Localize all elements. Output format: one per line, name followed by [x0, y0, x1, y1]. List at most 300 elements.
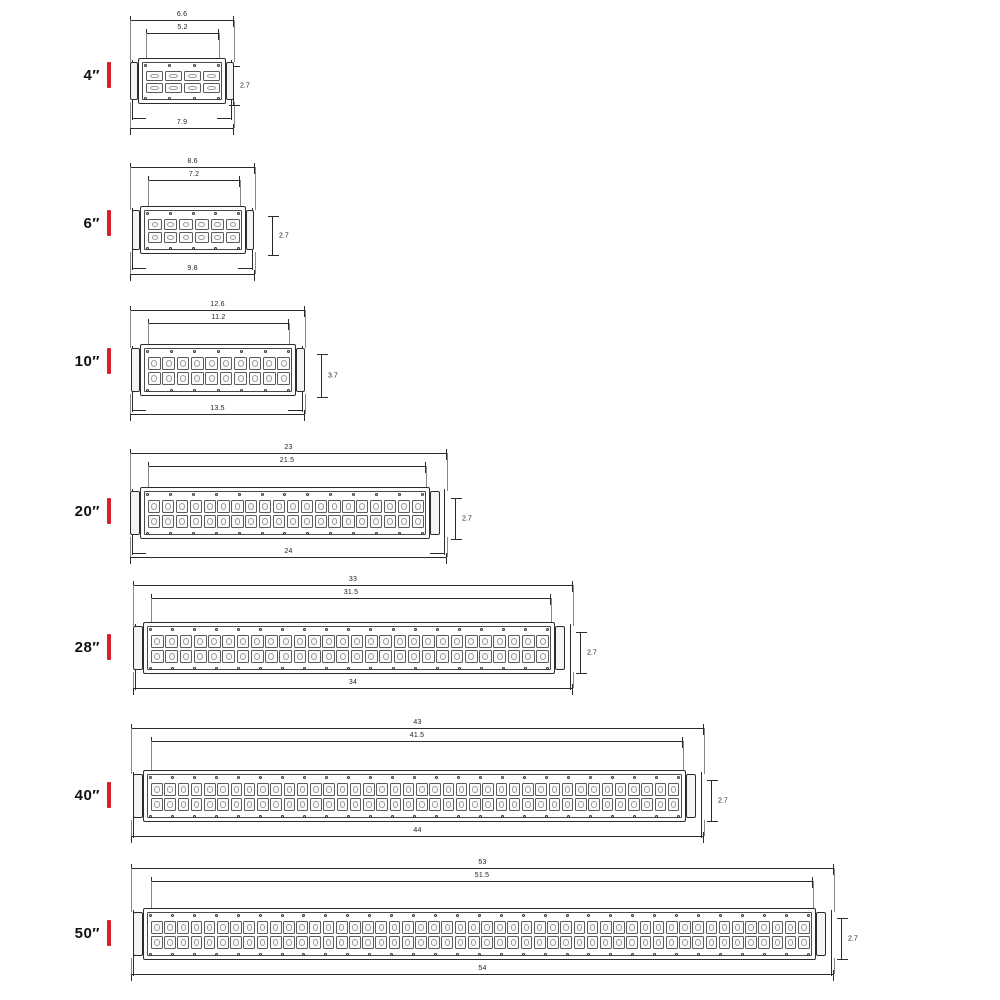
bolt-strip — [149, 627, 549, 631]
bolt-icon — [697, 914, 700, 917]
bolt-icon — [171, 914, 174, 917]
bolt-icon — [368, 953, 371, 956]
light-bar-housing — [138, 58, 226, 104]
led-emitter — [217, 515, 229, 529]
led-grid — [151, 634, 549, 664]
led-emitter — [323, 783, 335, 797]
bolt-icon — [741, 914, 744, 917]
mount-foot — [133, 974, 147, 975]
led-emitter — [234, 357, 247, 371]
led-emitter — [328, 515, 340, 529]
led-emitter — [249, 372, 262, 386]
led-emitter — [194, 635, 207, 649]
led-emitter — [547, 921, 559, 935]
dim-height — [711, 780, 728, 822]
led-emitter — [356, 515, 368, 529]
led-emitter — [398, 500, 410, 514]
bolt-icon — [215, 493, 218, 496]
dim-inner-top-label: 5.2 — [177, 24, 188, 31]
led-emitter — [328, 500, 340, 514]
led-row — [151, 935, 810, 950]
led-emitter — [148, 357, 161, 371]
witness-line — [573, 672, 575, 688]
led-emitter — [456, 783, 468, 797]
led-emitter — [534, 936, 546, 950]
led-emitter — [322, 635, 335, 649]
led-emitter — [508, 635, 521, 649]
size-label: 6″ — [83, 214, 100, 232]
led-emitter — [613, 921, 625, 935]
led-emitter — [575, 798, 587, 812]
bolt-icon — [193, 667, 196, 670]
bolt-icon — [421, 493, 424, 496]
led-emitter — [494, 936, 506, 950]
bolt-strip — [146, 211, 240, 215]
size-label-block — [58, 920, 111, 946]
bolt-icon — [414, 667, 417, 670]
bolt-icon — [170, 389, 173, 392]
bolt-icon — [283, 493, 286, 496]
dim-overall-top-label: 53 — [478, 859, 487, 866]
mount-foot — [132, 268, 146, 269]
size-label-block — [58, 498, 111, 524]
led-emitter — [692, 936, 704, 950]
led-emitter — [415, 921, 427, 935]
dim-inner-top — [151, 741, 683, 743]
bolt-icon — [457, 776, 460, 779]
led-emitter — [758, 936, 770, 950]
led-emitter — [195, 219, 209, 231]
bolt-strip — [146, 246, 240, 250]
bolt-icon — [192, 212, 195, 215]
led-emitter — [165, 650, 178, 664]
led-emitter — [496, 798, 508, 812]
led-emitter — [323, 921, 335, 935]
size-label-block — [58, 62, 111, 88]
led-emitter — [507, 936, 519, 950]
led-emitter — [350, 798, 362, 812]
led-emitter — [798, 921, 810, 935]
led-emitter — [191, 798, 203, 812]
led-emitter — [151, 783, 163, 797]
mount-foot — [217, 118, 231, 119]
led-emitter — [362, 921, 374, 935]
led-emitter — [403, 798, 415, 812]
bolt-icon — [390, 953, 393, 956]
bolt-icon — [479, 776, 482, 779]
led-emitter — [562, 798, 574, 812]
bolt-icon — [390, 914, 393, 917]
led-emitter — [164, 798, 176, 812]
led-emitter — [574, 921, 586, 935]
accent-bar — [107, 210, 111, 236]
led-emitter — [412, 500, 424, 514]
mount-bracket — [444, 489, 445, 555]
bolt-icon — [192, 532, 195, 535]
led-emitter — [176, 515, 188, 529]
led-emitter — [190, 500, 202, 514]
bolt-icon — [502, 628, 505, 631]
end-cap-right — [816, 912, 826, 956]
bolt-icon — [522, 953, 525, 956]
led-grid — [148, 356, 290, 386]
end-cap-right — [226, 62, 234, 100]
led-emitter — [394, 635, 407, 649]
led-row — [151, 649, 549, 664]
bolt-icon — [259, 776, 262, 779]
bolt-icon — [325, 776, 328, 779]
led-emitter — [376, 783, 388, 797]
bolt-icon — [456, 953, 459, 956]
led-emitter — [220, 372, 233, 386]
led-emitter — [244, 783, 256, 797]
bolt-strip — [149, 952, 810, 956]
led-emitter — [203, 71, 220, 82]
led-emitter — [336, 936, 348, 950]
mount-foot — [687, 836, 701, 837]
led-emitter — [270, 798, 282, 812]
witness-line — [834, 958, 836, 974]
led-emitter — [217, 783, 229, 797]
led-emitter — [151, 921, 163, 935]
led-emitter — [535, 798, 547, 812]
bolt-icon — [146, 532, 149, 535]
led-emitter — [190, 515, 202, 529]
bolt-icon — [523, 815, 526, 818]
witness-line — [447, 453, 449, 491]
light-bar-housing — [143, 908, 816, 960]
led-emitter — [509, 783, 521, 797]
bolt-icon — [421, 532, 424, 535]
led-emitter — [479, 650, 492, 664]
dim-bottom-label: 44 — [413, 827, 422, 834]
bolt-icon — [719, 953, 722, 956]
led-emitter — [588, 798, 600, 812]
led-emitter — [456, 798, 468, 812]
led-emitter — [205, 357, 218, 371]
bolt-icon — [352, 493, 355, 496]
bolt-icon — [611, 815, 614, 818]
led-emitter — [297, 798, 309, 812]
led-emitter — [785, 936, 797, 950]
bolt-icon — [261, 532, 264, 535]
led-emitter — [375, 921, 387, 935]
bolt-icon — [306, 532, 309, 535]
dim-inner-top-label: 11.2 — [211, 314, 226, 321]
witness-line — [573, 585, 575, 626]
led-emitter — [507, 921, 519, 935]
led-emitter — [403, 783, 415, 797]
led-emitter — [468, 921, 480, 935]
led-emitter — [451, 650, 464, 664]
led-emitter — [277, 357, 290, 371]
led-emitter — [234, 372, 247, 386]
led-emitter — [283, 936, 295, 950]
dim-bottom — [130, 414, 305, 416]
led-emitter — [179, 232, 193, 244]
led-emitter — [443, 783, 455, 797]
bolt-icon — [171, 815, 174, 818]
led-emitter — [732, 936, 744, 950]
led-emitter — [162, 515, 174, 529]
led-emitter — [180, 635, 193, 649]
bolt-icon — [171, 628, 174, 631]
bolt-strip — [144, 63, 220, 67]
led-grid — [148, 499, 424, 529]
led-emitter — [719, 921, 731, 935]
led-emitter — [164, 783, 176, 797]
led-emitter — [194, 650, 207, 664]
led-emitter — [164, 921, 176, 935]
bolt-icon — [238, 493, 241, 496]
led-emitter — [220, 357, 233, 371]
led-emitter — [231, 500, 243, 514]
led-emitter — [465, 635, 478, 649]
led-emitter — [309, 921, 321, 935]
led-emitter — [706, 921, 718, 935]
bolt-icon — [325, 628, 328, 631]
led-emitter — [146, 71, 163, 82]
bolt-icon — [329, 532, 332, 535]
witness-line — [131, 868, 133, 912]
dim-height-label: 2.7 — [848, 935, 858, 943]
led-emitter — [422, 635, 435, 649]
bolt-icon — [347, 815, 350, 818]
witness-line — [704, 728, 706, 774]
led-emitter — [493, 635, 506, 649]
bolt-icon — [170, 350, 173, 353]
led-emitter — [279, 635, 292, 649]
bolt-icon — [303, 628, 306, 631]
led-emitter — [692, 921, 704, 935]
led-emitter — [191, 921, 203, 935]
led-emitter — [641, 783, 653, 797]
bolt-icon — [217, 64, 220, 67]
bolt-icon — [193, 64, 196, 67]
bolt-icon — [168, 97, 171, 100]
led-emitter — [508, 650, 521, 664]
dim-height-label: 2.7 — [462, 515, 472, 523]
bolt-icon — [193, 914, 196, 917]
bolt-icon — [631, 914, 634, 917]
led-row — [146, 70, 220, 82]
bolt-icon — [697, 953, 700, 956]
bolt-icon — [281, 815, 284, 818]
led-emitter — [534, 921, 546, 935]
led-emitter — [226, 219, 240, 231]
led-emitter — [602, 783, 614, 797]
led-row — [151, 920, 810, 935]
end-cap-left — [131, 348, 140, 392]
led-emitter — [496, 783, 508, 797]
led-emitter — [482, 783, 494, 797]
led-emitter — [428, 921, 440, 935]
witness-line — [130, 453, 132, 491]
led-emitter — [641, 798, 653, 812]
led-emitter — [640, 936, 652, 950]
dim-height — [580, 632, 597, 674]
led-emitter — [164, 219, 178, 231]
end-cap-left — [133, 912, 143, 956]
bolt-icon — [412, 953, 415, 956]
bolt-icon — [240, 389, 243, 392]
witness-line — [130, 310, 132, 348]
bolt-icon — [631, 953, 634, 956]
bolt-icon — [456, 914, 459, 917]
led-emitter — [204, 798, 216, 812]
led-emitter — [706, 936, 718, 950]
bolt-icon — [264, 389, 267, 392]
led-emitter — [315, 500, 327, 514]
dim-overall-top-label: 33 — [348, 576, 358, 583]
led-emitter — [263, 372, 276, 386]
led-emitter — [416, 783, 428, 797]
dim-bottom-label: 24 — [284, 548, 293, 555]
bolt-strip — [149, 666, 549, 670]
witness-line — [133, 585, 135, 626]
led-emitter — [146, 83, 163, 94]
led-emitter — [211, 232, 225, 244]
led-emitter — [308, 635, 321, 649]
led-emitter — [337, 783, 349, 797]
bolt-icon — [458, 667, 461, 670]
bolt-icon — [675, 953, 678, 956]
dim-bottom-label: 9.8 — [187, 265, 198, 272]
led-emitter — [349, 936, 361, 950]
led-emitter — [668, 783, 680, 797]
led-emitter — [356, 500, 368, 514]
mount-foot — [288, 410, 302, 411]
led-emitter — [237, 650, 250, 664]
led-emitter — [509, 798, 521, 812]
witness-line — [130, 20, 132, 62]
led-emitter — [222, 635, 235, 649]
bolt-icon — [171, 776, 174, 779]
led-emitter — [494, 921, 506, 935]
led-emitter — [587, 936, 599, 950]
led-emitter — [204, 515, 216, 529]
led-emitter — [259, 500, 271, 514]
led-emitter — [441, 921, 453, 935]
witness-line — [131, 728, 133, 774]
led-emitter — [336, 650, 349, 664]
led-row — [148, 231, 240, 244]
led-grid — [146, 70, 220, 94]
bolt-icon — [544, 953, 547, 956]
dim-overall-top — [131, 868, 834, 870]
dim-bottom-label: 34 — [348, 679, 358, 686]
dim-bottom — [131, 836, 704, 838]
bolt-icon — [169, 493, 172, 496]
bolt-icon — [347, 667, 350, 670]
led-emitter — [575, 783, 587, 797]
led-emitter — [436, 635, 449, 649]
led-emitter — [243, 936, 255, 950]
bolt-icon — [325, 815, 328, 818]
dim-height-label: 2.7 — [279, 232, 289, 240]
led-emitter — [390, 798, 402, 812]
led-emitter — [363, 783, 375, 797]
witness-line — [704, 820, 706, 836]
bolt-icon — [237, 247, 240, 250]
dim-overall-top-label: 12.6 — [210, 301, 225, 308]
led-emitter — [613, 936, 625, 950]
led-emitter — [287, 515, 299, 529]
accent-bar — [107, 498, 111, 524]
bolt-icon — [144, 97, 147, 100]
bolt-icon — [611, 776, 614, 779]
dim-bottom-label: 54 — [478, 965, 487, 972]
bolt-strip — [149, 775, 680, 779]
led-emitter — [309, 936, 321, 950]
led-emitter — [191, 357, 204, 371]
led-emitter — [151, 936, 163, 950]
bolt-icon — [324, 914, 327, 917]
bolt-icon — [146, 493, 149, 496]
bolt-icon — [237, 914, 240, 917]
led-emitter — [323, 798, 335, 812]
led-emitter — [351, 650, 364, 664]
bolt-icon — [146, 350, 149, 353]
bolt-icon — [522, 914, 525, 917]
led-emitter — [628, 783, 640, 797]
bolt-icon — [392, 628, 395, 631]
bolt-icon — [609, 914, 612, 917]
bolt-icon — [193, 815, 196, 818]
bolt-icon — [237, 815, 240, 818]
bolt-icon — [281, 628, 284, 631]
bolt-icon — [146, 212, 149, 215]
led-emitter — [270, 921, 282, 935]
bolt-icon — [281, 667, 284, 670]
bolt-icon — [478, 914, 481, 917]
led-emitter — [626, 936, 638, 950]
bolt-icon — [171, 667, 174, 670]
light-bar-housing — [140, 206, 246, 254]
led-emitter — [230, 936, 242, 950]
led-emitter — [481, 936, 493, 950]
bolt-icon — [302, 914, 305, 917]
bolt-icon — [217, 97, 220, 100]
mount-foot — [238, 268, 252, 269]
led-emitter — [257, 783, 269, 797]
size-label-block — [58, 634, 111, 660]
led-emitter — [204, 500, 216, 514]
dim-inner-top-label: 41.5 — [409, 732, 425, 739]
led-grid — [151, 920, 810, 950]
bolt-icon — [324, 953, 327, 956]
bolt-icon — [480, 667, 483, 670]
led-emitter — [151, 635, 164, 649]
led-emitter — [244, 798, 256, 812]
dim-height — [455, 498, 472, 540]
end-cap-left — [133, 626, 143, 670]
bolt-icon — [478, 953, 481, 956]
led-emitter — [412, 515, 424, 529]
bolt-icon — [434, 914, 437, 917]
dim-height-label: 2.7 — [587, 649, 597, 657]
accent-bar — [107, 62, 111, 88]
dim-overall-top — [130, 167, 255, 169]
end-cap-left — [132, 210, 140, 250]
led-emitter — [178, 798, 190, 812]
led-emitter — [251, 635, 264, 649]
led-row — [151, 634, 549, 649]
led-emitter — [455, 936, 467, 950]
led-emitter — [560, 921, 572, 935]
led-emitter — [408, 650, 421, 664]
bolt-icon — [741, 953, 744, 956]
